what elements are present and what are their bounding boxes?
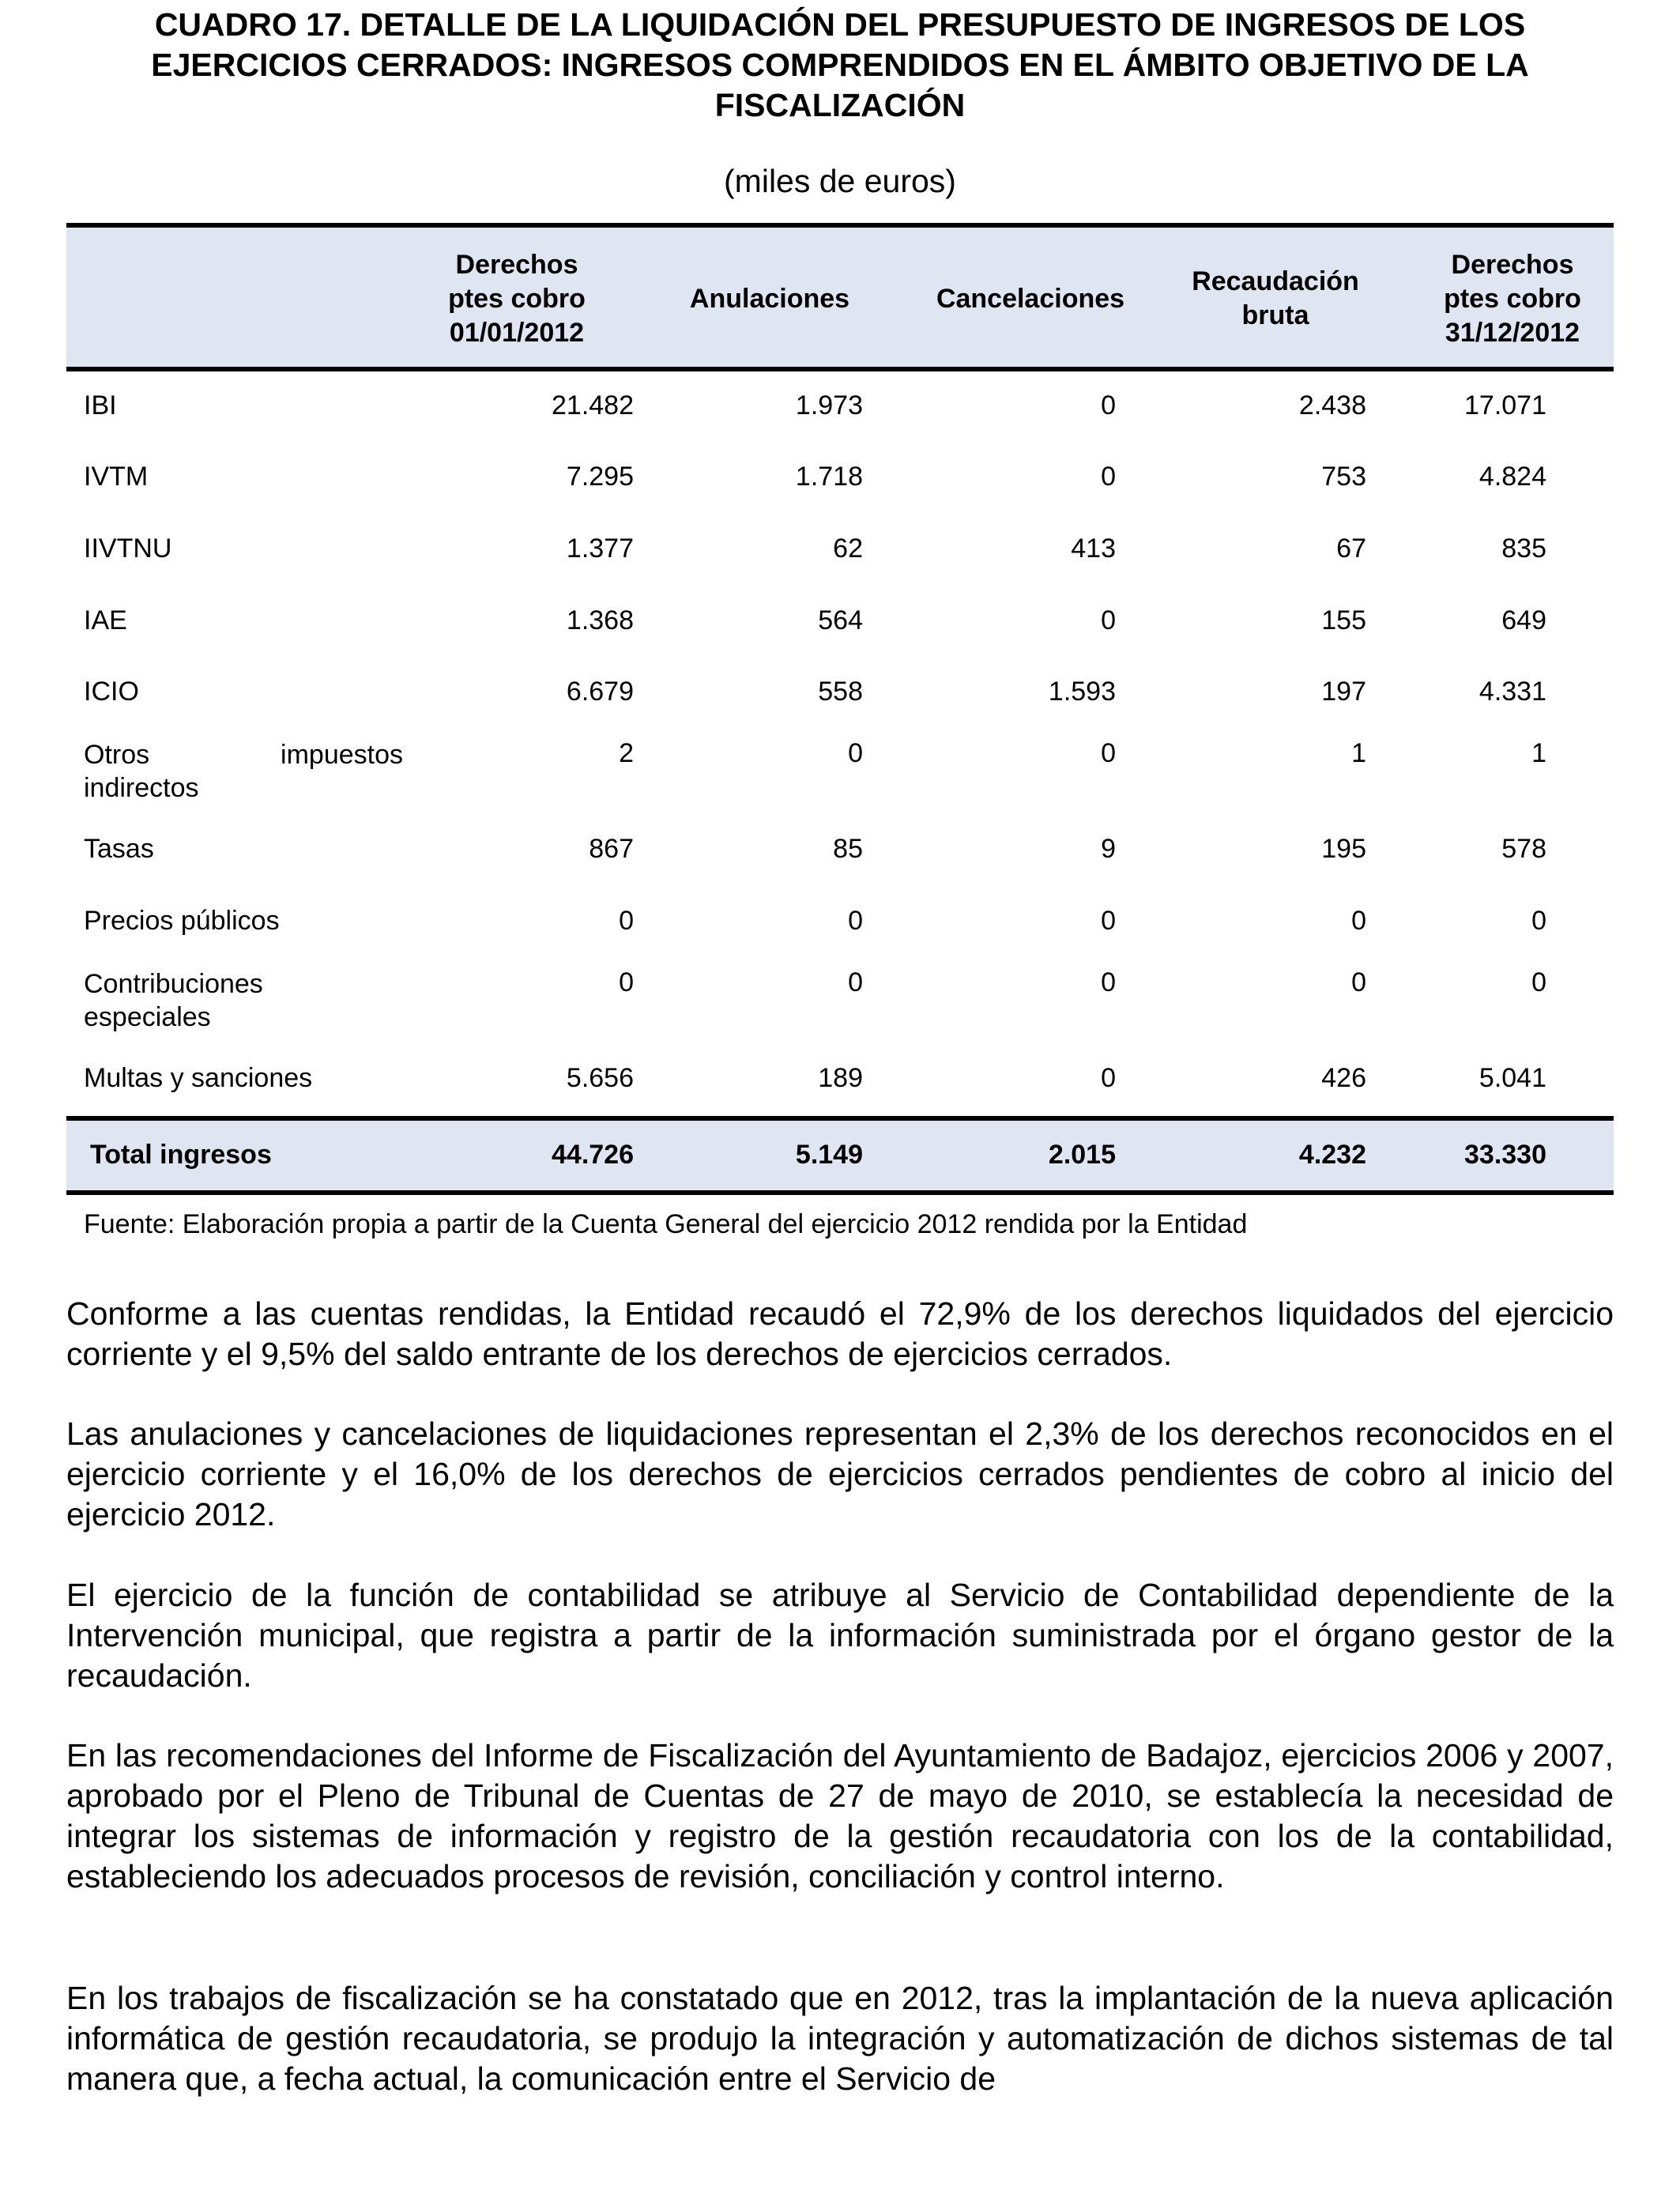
paragraph: Conforme a las cuentas rendidas, la Entidad recaudó el 72,9% de los derechos liquidados del ejercicio corriente y el 9,5% del saldo entrante de los derechos de ejercicios cerrados. bbox=[66, 1295, 1614, 1372]
paragraph: En los trabajos de fiscalización se ha constatado que en 2012, tras la implantación de la nueva aplicación informática de gestión recaudatoria, se produjo la integración y automatización de dichos sistemas de tal manera que, a fecha actual, la comunicación entre el Servicio de bbox=[66, 1980, 1614, 2097]
header-anulaciones: Anulaciones bbox=[689, 283, 850, 314]
header-cancelaciones: Cancelaciones bbox=[936, 283, 1125, 314]
units-caption: (miles de euros) bbox=[724, 163, 956, 199]
table-title-line-1: CUADRO 17. DETALLE DE LA LIQUIDACIÓN DEL PRESUPUESTO DE INGRESOS DE LOS bbox=[154, 6, 1526, 43]
paragraph: El ejercicio de la función de contabilidad se atribuye al Servicio de Contabilidad dependiente de la Intervención municipal, que registra a partir de la información suministrada por el órgano gestor de la recaudación. bbox=[66, 1577, 1614, 1694]
table-title-line-2: EJERCICIOS CERRADOS: INGRESOS COMPRENDIDOS EN EL ÁMBITO OBJETIVO DE LA bbox=[151, 47, 1529, 83]
header-bottom-rule bbox=[66, 367, 1614, 371]
source-note: Fuente: Elaboración propia a partir de la Cuenta General del ejercicio 2012 rendida por la Entidad bbox=[84, 1209, 1248, 1239]
paragraph: En las recomendaciones del Informe de Fiscalización del Ayuntamiento de Badajoz, ejercicios 2006 y 2007, aprobado por el Pleno de Tribunal de Cuentas de 27 de mayo de 2010, se establecía la necesidad de integrar los sistemas de información y registro de la gestión recaudatoria con los de la contabilidad, estableciendo los adecuados procesos de revisión, conciliación y control interno. bbox=[66, 1737, 1614, 1894]
paragraph: Las anulaciones y cancelaciones de liquidaciones representan el 2,3% de los derechos reconocidos en el ejercicio corriente y el 16,0% de los derechos de ejercicios cerrados pendientes de cobro al inicio del ejercicio 2012. bbox=[66, 1416, 1614, 1532]
header-recaudacion-bruta: Recaudación bruta bbox=[1192, 266, 1359, 330]
total-bottom-rule bbox=[66, 1190, 1614, 1195]
header-derechos-final: Derechos ptes cobro 31/12/2012 bbox=[1444, 249, 1581, 348]
table-title bbox=[66, 5, 1614, 126]
table-title-line-3: FISCALIZACIÓN bbox=[714, 87, 966, 123]
header-derechos-inicio: Derechos ptes cobro 01/01/2012 bbox=[448, 249, 586, 348]
